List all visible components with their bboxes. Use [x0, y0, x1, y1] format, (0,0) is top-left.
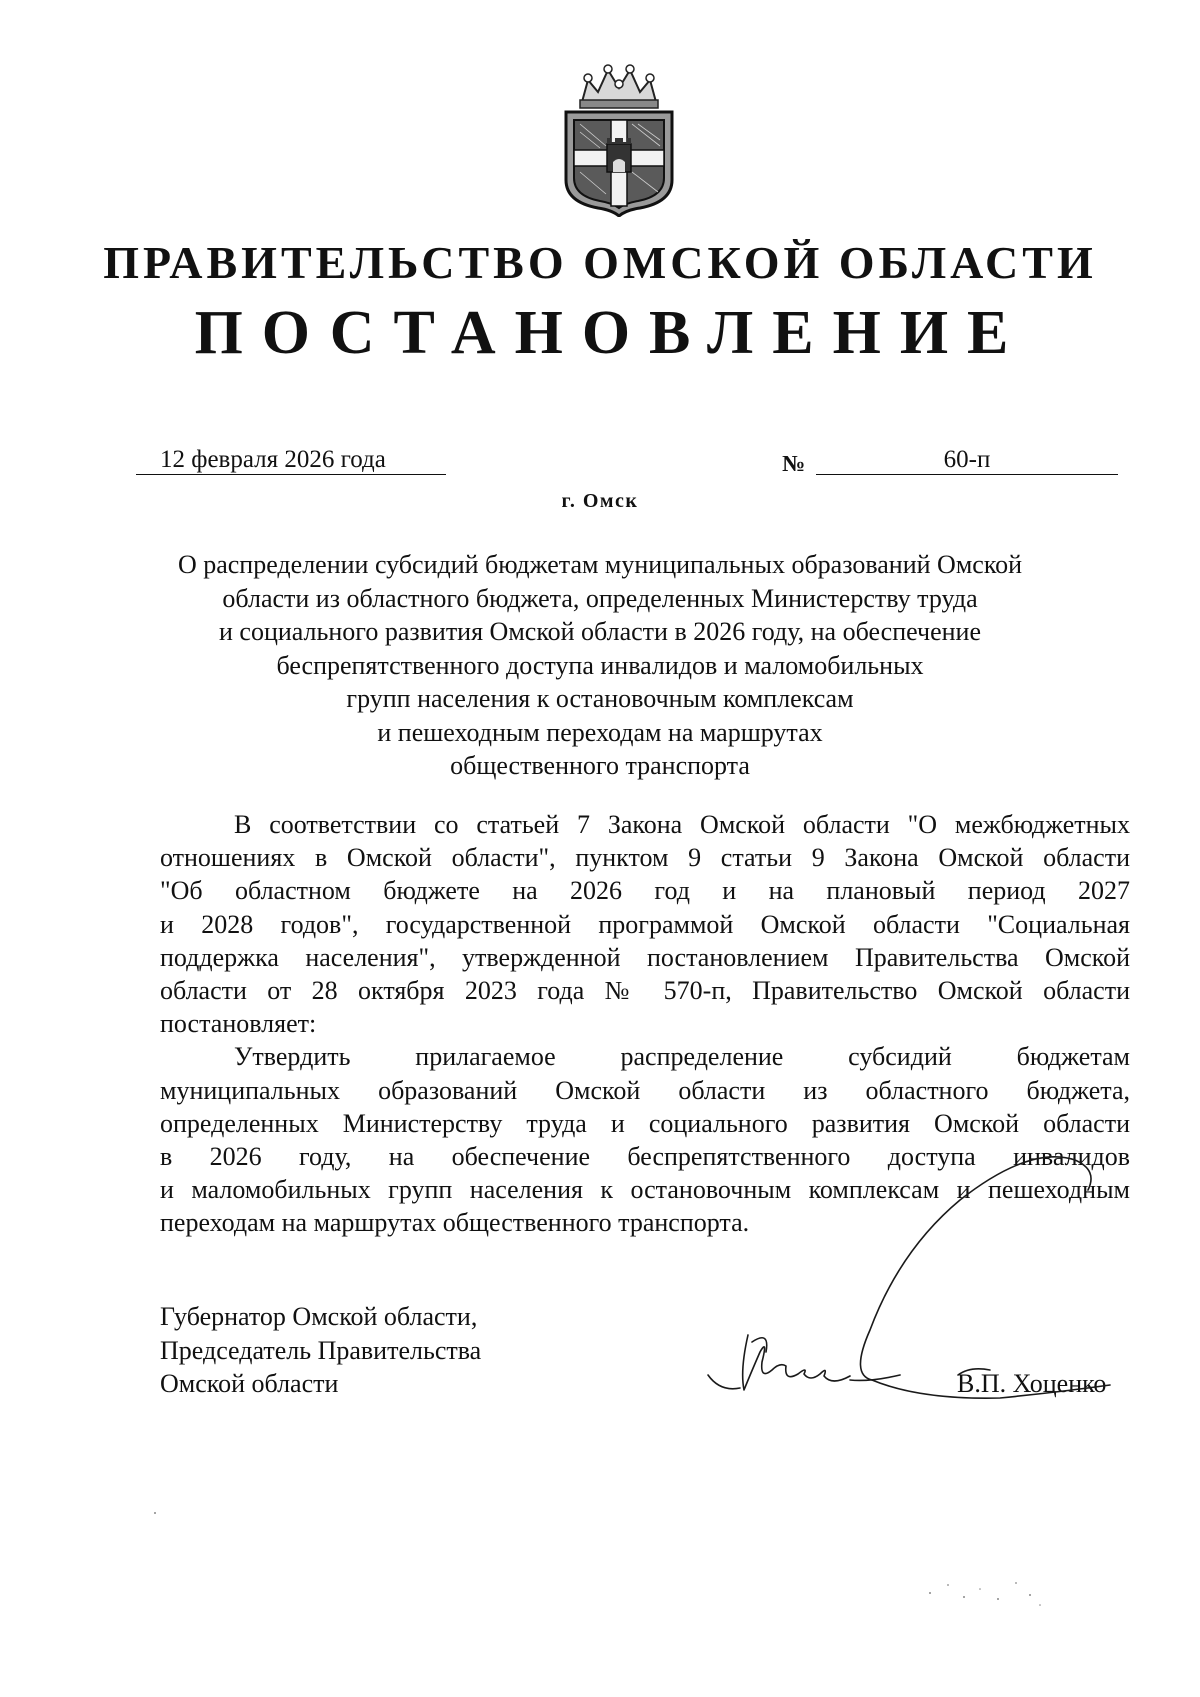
subject-line: и пешеходным переходам на маршрутах [377, 717, 823, 747]
signer-title-line: Омской области [160, 1369, 339, 1398]
body-line: поддержка населения", утвержденной постановлением Правительства Омской [160, 942, 1130, 972]
subject-line: беспрепятственного доступа инвалидов и маломобильных [276, 650, 924, 680]
body-line: "Об областном бюджете на 2026 год и на плановый период 2027 [160, 876, 1130, 906]
organization-title: ПРАВИТЕЛЬСТВО ОМСКОЙ ОБЛАСТИ [103, 237, 1097, 288]
scan-speck [152, 1510, 158, 1516]
body-line: в 2026 году, на обеспечение беспрепятственного доступа инвалидов [160, 1142, 1130, 1172]
handwritten-signature [700, 1130, 1120, 1430]
body-line: области от 28 октября 2023 года № 570-п, Правительство Омской области [160, 976, 1130, 1006]
body-line: постановляет: [160, 1009, 317, 1039]
coat-of-arms-emblem [560, 62, 678, 217]
body-line: переходам на маршрутах общественного транспорта. [160, 1208, 750, 1238]
body-line: и маломобильных групп населения к остановочным комплексам и пешеходным [160, 1175, 1130, 1205]
subject-line: О распределении субсидий бюджетам муниципальных образований Омской [177, 550, 1023, 579]
document-place: г. Омск [561, 490, 639, 512]
subject-line: общественного транспорта [450, 751, 750, 780]
signer-title [160, 1300, 481, 1401]
body-line: отношениях в Омской области", пунктом 9 статьи 9 Закона Омской области [160, 843, 1130, 873]
scan-specks [920, 1575, 1050, 1615]
number-sign: № [782, 451, 806, 476]
subject-line: групп населения к остановочным комплексам [346, 684, 854, 713]
body-line: В соответствии со статьей 7 Закона Омской области "О межбюджетных [234, 810, 1130, 839]
body-line: определенных Министерству труда и социального развития Омской области [160, 1108, 1130, 1138]
signer-name: В.П. Хоценко [957, 1369, 1107, 1398]
document-date: 12 февраля 2026 года [136, 446, 446, 475]
signer-title-line: Председатель Правительства [160, 1335, 482, 1365]
subject-line: и социального развития Омской области в 2026 году, на обеспечение [219, 617, 981, 646]
subject-line: области из областного бюджета, определенных Министерству труда [222, 583, 978, 613]
body-line: и 2028 годов", государственной программой Омской области "Социальная [160, 909, 1130, 939]
signer-title-line: Губернатор Омской области, [160, 1302, 478, 1331]
document-type-heading: ПОСТАНОВЛЕНИЕ [194, 299, 1028, 367]
document-number: 60-п [816, 446, 1118, 475]
body-line: муниципальных образований Омской области из областного бюджета, [160, 1075, 1130, 1105]
body-line: Утвердить прилагаемое распределение субсидий бюджетам [234, 1042, 1130, 1072]
document-subject [160, 548, 1040, 783]
